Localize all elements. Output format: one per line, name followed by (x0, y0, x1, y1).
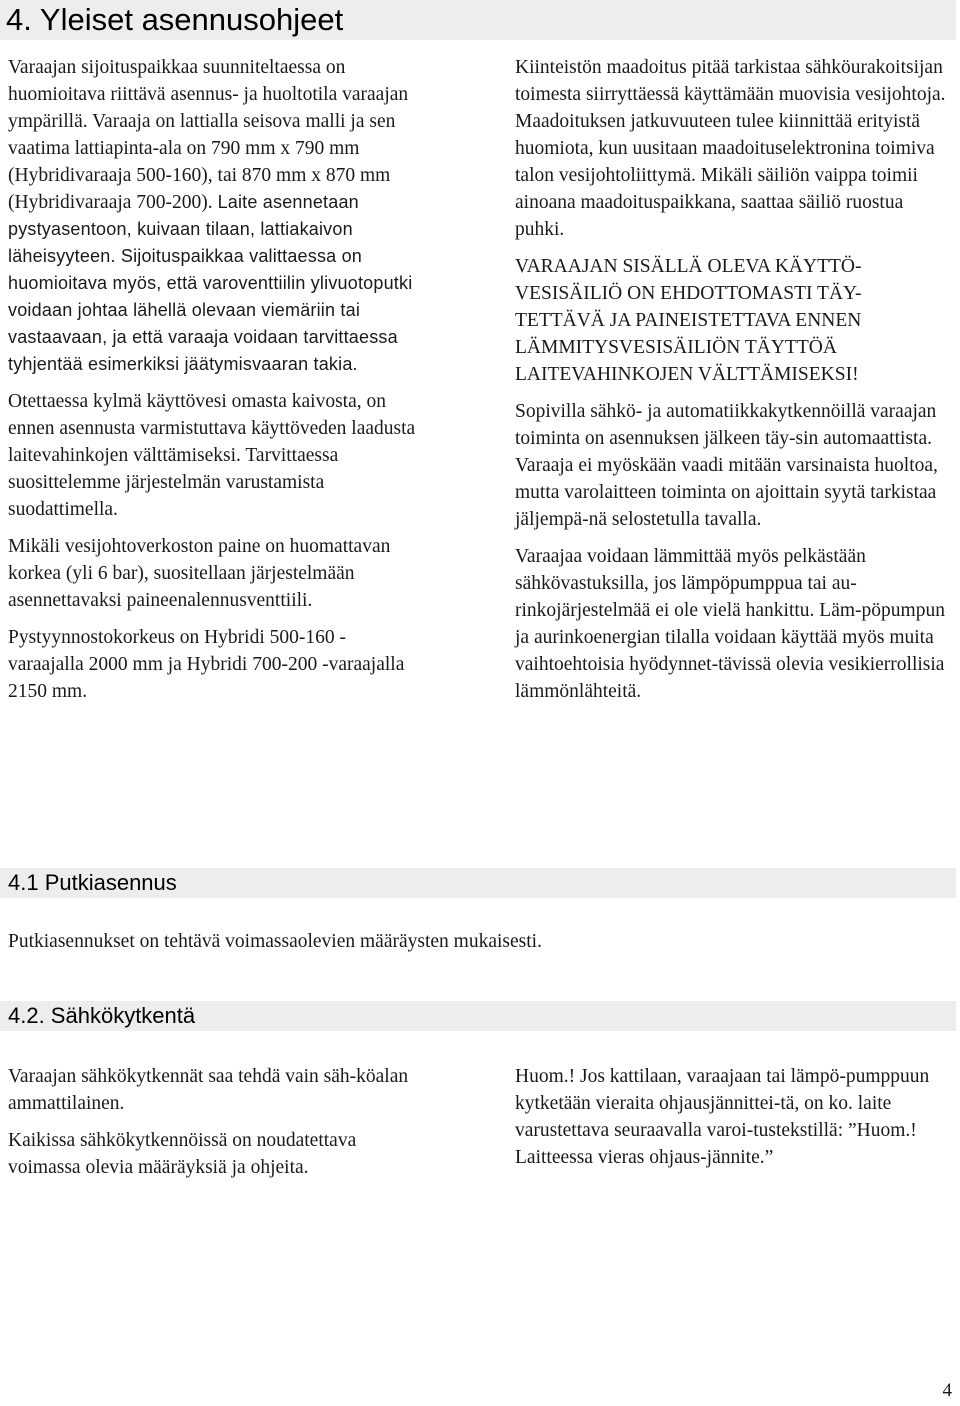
automation-paragraph: Sopivilla sähkö- ja automatiikkakytkennöillä varaajan toiminta on asennuksen jälkeen täy-sin automaattista. Varaaja ei myöskään vaadi mitään varsinaista huoltoa, mutta varolaitteen toiminta on ajoittain syytä tarkistaa jäljempä-nä selostetulla tavalla. (515, 401, 938, 530)
putkiasennus-title: 4.1 Putkiasennus (0, 868, 956, 898)
electrical-left-column (8, 1063, 433, 1191)
putkiasennus-text: Putkiasennukset on tehtävä voimassaolevien määräysten mukaisesti. (8, 931, 542, 952)
well-water-paragraph: Otettaessa kylmä käyttövesi omasta kaivosta, on ennen asennusta varmistuttava käyttöveden laadusta laitevahinkojen välttämiseksi. Tarvittaessa suosittelemme järjestelmän varustamista suodattimella. (8, 391, 416, 520)
foreign-voltage-paragraph: Huom.! Jos kattilaan, varaajaan tai lämpö-pumppuun kytketään vieraita ohjausjännittei-tä, on ko. laite varustettava seuraavalla varoi-tustekstillä: ”Huom.! Laitteessa vieras ohjaus-jännite.” (515, 1066, 930, 1168)
sahkokytkenta-title: 4.2. Sähkökytkentä (0, 1001, 956, 1031)
placement-text: Varaajan sijoituspaikkaa suunniteltaessa on huomioitava riittävä asennus- ja huoltotila varaajan ympärillä. Varaaja on lattialla seisova malli ja sen vaatima lattiapinta-ala on 790 mm x 790 mm (Hybridivaraaja 500-160), tai 870 mm x 870 mm (Hybridivaraaja 700-200). (8, 57, 409, 213)
warning-paragraph: VARAAJAN SISÄLLÄ OLEVA KÄYTTÖ-VESISÄILIÖ ON EHDOTTOMASTI TÄY-TETTÄVÄ JA PAINEISTETTAVA ENNEN LÄMMITYSVESISÄILIÖN TÄYTTÖÄ LAITEVAHINKOJEN VÄLTTÄMISEKSI! (515, 256, 862, 385)
regulations-paragraph: Kaikissa sähkökytkennöissä on noudatettava voimassa olevia määräyksiä ja ohjeita. (8, 1130, 357, 1178)
pressure-paragraph: Mikäli vesijohtoverkoston paine on huomattavan korkea (yli 6 bar), suositellaan järjestelmään asennettavaksi paineenalennusventtiili. (8, 536, 391, 611)
orientation-text: Laite asennetaan pystyasentoon, kuivaan tilaan, lattiakaivon läheisyyteen. Sijoituspaikkaa valittaessa on huomioitava myös, että varoventtiilin ylivuotoputki voidaan johtaa lähellä olevaan viemäriin tai vastaavaan, ja että varaaja voidaan tarvittaessa tyhjentää esimerkiksi jäätymisvaaran takia. (8, 192, 413, 374)
electrical-right-column (515, 1063, 951, 1181)
grounding-paragraph: Kiinteistön maadoitus pitää tarkistaa sähköurakoitsijan toimesta siirryttäessä käyttämään muovisia vesijohtoja. Maadoituksen jatkuvuuteen tulee kiinnittää erityistä huomiota, kun uusitaan maadoituselektronina toimiva talon vesijohtoliittymä. Mikäli säiliön vaippa toimii ainoana maadoituspaikkana, saattaa säiliö ruostua puhki. (515, 57, 946, 240)
section-title: 4. Yleiset asennusohjeet (0, 0, 956, 40)
right-column (515, 54, 951, 715)
electrician-paragraph: Varaajan sähkökytkennät saa tehdä vain säh-köalan ammattilainen. (8, 1066, 409, 1114)
lift-height-paragraph: Pystyynnostokorkeus on Hybridi 500-160 -varaajalla 2000 mm ja Hybridi 700-200 -varaajalla 2150 mm. (8, 627, 405, 702)
left-column (8, 54, 420, 715)
page-number: 4 (942, 1380, 952, 1401)
placement-paragraph (8, 54, 420, 378)
heating-paragraph: Varaajaa voidaan lämmittää myös pelkästään sähkövastuksilla, jos lämpöpumppua tai au-rinkojärjestelmää ei ole vielä hankittu. Läm-pöpumpun ja aurinkoenergian tilalla voidaan käyttää myös muita vaihtoehtoisia hyödynnet-tävissä olevia vesikierrollisia lämmönlähteitä. (515, 546, 945, 702)
